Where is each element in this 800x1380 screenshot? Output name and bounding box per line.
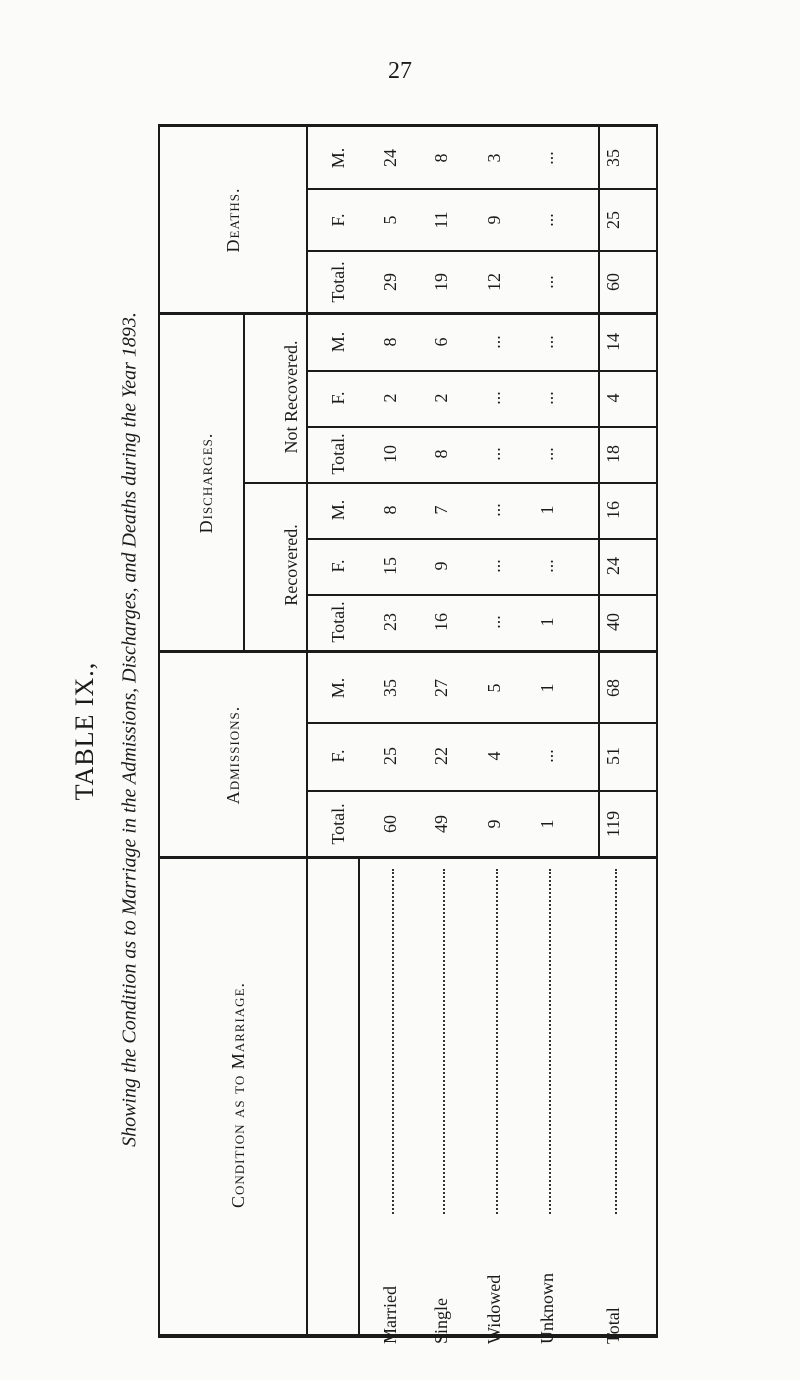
table-title: TABLE IX.,	[70, 661, 99, 801]
not-recovered-f-cell: ...	[537, 391, 557, 405]
admissions-total-header: Total.	[328, 803, 348, 845]
recovered-total-cell: 40	[603, 613, 623, 631]
admissions-total-cell: 1	[537, 819, 557, 829]
not-recovered-total-cell: ...	[484, 447, 504, 461]
admissions-total-cell: 60	[380, 815, 400, 833]
recovered-total-cell: 23	[380, 613, 400, 631]
marriage-table	[158, 124, 657, 1344]
not-recovered-f-cell: 2	[431, 393, 451, 403]
recovered-total-cell: ...	[484, 615, 504, 629]
dot-leader	[496, 869, 498, 1214]
not-recovered-f-cell: 4	[603, 393, 623, 403]
admissions-f-cell: 22	[431, 747, 451, 765]
row-label: Total	[603, 1307, 623, 1344]
not-recovered-f-cell: 2	[380, 393, 400, 403]
deaths-f-header: F.	[328, 213, 348, 227]
recovered-m-cell: ...	[484, 503, 504, 517]
not-recovered-m-cell: ...	[537, 335, 557, 349]
admissions-f-header: F.	[328, 749, 348, 763]
recovered-m-cell: 16	[603, 501, 623, 519]
admissions-total-cell: 9	[484, 819, 504, 829]
dot-leader	[443, 869, 445, 1214]
admissions-m-cell: 27	[431, 679, 451, 697]
not-recovered-total-cell: 8	[431, 449, 451, 459]
deaths-f-cell: 11	[431, 211, 451, 229]
admissions-f-cell: 4	[484, 751, 504, 761]
recovered-total-cell: 1	[537, 617, 557, 627]
not-recovered-m-cell: 14	[603, 333, 623, 351]
deaths-m-cell: ...	[537, 151, 557, 165]
recovered-f-cell: ...	[484, 559, 504, 573]
admissions-f-cell: 25	[380, 747, 400, 765]
table-subtitle: Showing the Condition as to Marriage in the Admissions, Discharges, and Deaths during the Year 1893.	[118, 312, 141, 1147]
recovered-f-cell: 24	[603, 557, 623, 575]
recovered-f-header: F.	[328, 559, 348, 573]
admissions-f-cell: ...	[537, 749, 557, 763]
dot-leader	[615, 869, 617, 1214]
admissions-m-cell: 68	[603, 679, 623, 697]
not-recovered-f-cell: ...	[484, 391, 504, 405]
page-number: 27	[388, 58, 412, 84]
admissions-header: Admissions.	[223, 705, 243, 805]
deaths-header: Deaths.	[223, 187, 243, 253]
not-recovered-total-header: Total.	[328, 433, 348, 475]
admissions-m-cell: 5	[484, 683, 504, 693]
admissions-f-cell: 51	[603, 747, 623, 765]
not-recovered-m-cell: ...	[484, 335, 504, 349]
deaths-f-cell: 5	[380, 215, 400, 225]
deaths-m-cell: 35	[603, 149, 623, 167]
deaths-m-cell: 24	[380, 149, 400, 167]
recovered-m-cell: 1	[537, 505, 557, 515]
dot-leader	[392, 869, 394, 1214]
deaths-total-header: Total.	[328, 261, 348, 303]
admissions-m-header: M.	[328, 677, 348, 699]
not-recovered-header: Not Recovered.	[281, 340, 301, 454]
deaths-total-cell: 19	[431, 273, 451, 291]
not-recovered-m-cell: 6	[431, 337, 451, 347]
dot-leader	[549, 869, 551, 1214]
admissions-total-cell: 119	[603, 810, 623, 838]
row-label: Unknown	[537, 1273, 557, 1344]
not-recovered-m-header: M.	[328, 331, 348, 353]
recovered-m-header: M.	[328, 499, 348, 521]
recovered-m-cell: 7	[431, 505, 451, 515]
not-recovered-m-cell: 8	[380, 337, 400, 347]
recovered-f-cell: 9	[431, 561, 451, 571]
discharges-header: Discharges.	[196, 432, 216, 534]
not-recovered-f-header: F.	[328, 391, 348, 405]
deaths-total-cell: 60	[603, 273, 623, 291]
not-recovered-total-cell: 10	[380, 445, 400, 463]
admissions-m-cell: 1	[537, 683, 557, 693]
recovered-total-header: Total.	[328, 601, 348, 643]
deaths-total-cell: 12	[484, 273, 504, 291]
deaths-total-cell: ...	[537, 275, 557, 289]
not-recovered-total-cell: ...	[537, 447, 557, 461]
recovered-f-cell: ...	[537, 559, 557, 573]
recovered-total-cell: 16	[431, 613, 451, 631]
row-label: Widowed	[484, 1274, 504, 1344]
condition-header: Condition as to Marriage.	[228, 981, 248, 1209]
recovered-header: Recovered.	[281, 524, 301, 606]
deaths-f-cell: ...	[537, 213, 557, 227]
deaths-m-header: M.	[328, 147, 348, 169]
row-label: Married	[380, 1286, 400, 1344]
recovered-m-cell: 8	[380, 505, 400, 515]
deaths-f-cell: 9	[484, 215, 504, 225]
admissions-m-cell: 35	[380, 679, 400, 697]
deaths-total-cell: 29	[380, 273, 400, 291]
row-label: Single	[431, 1297, 451, 1344]
admissions-total-cell: 49	[431, 815, 451, 833]
deaths-m-cell: 8	[431, 153, 451, 163]
not-recovered-total-cell: 18	[603, 445, 623, 463]
recovered-f-cell: 15	[380, 557, 400, 575]
deaths-m-cell: 3	[484, 153, 504, 163]
deaths-f-cell: 25	[603, 211, 623, 229]
